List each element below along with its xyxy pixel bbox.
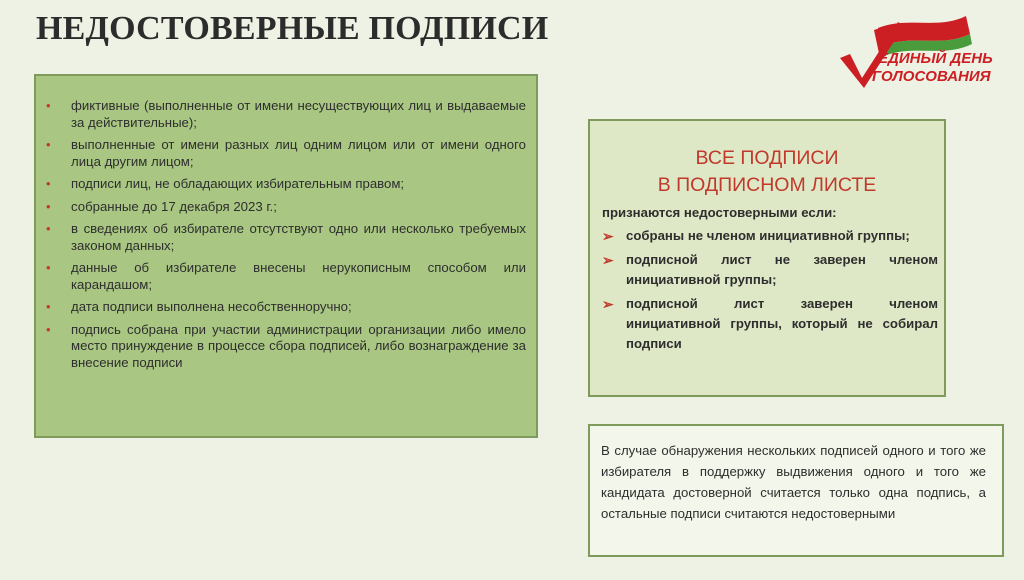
list-item: • выполненные от имени разных лиц одним лицом или от имени одного лица другим лицом;: [46, 137, 526, 169]
list-item: • фиктивные (выполненные от имени несуществующих лиц и выдаваемые за действительные);: [46, 98, 526, 130]
list-item: • дата подписи выполнена несобственноручно;: [46, 299, 352, 314]
list-item: ➢ подписной лист заверен членом инициативной группы, который не собирал подписи: [602, 296, 938, 351]
page-title: НЕДОСТОВЕРНЫЕ ПОДПИСИ: [36, 10, 549, 47]
bullet-icon: •: [46, 299, 51, 314]
arrow-bullet-icon: ➢: [602, 296, 614, 312]
conditions-list: [590, 226, 944, 354]
logo-text-line2: ГОЛОСОВАНИЯ: [872, 68, 991, 85]
panel-subheading: признаются недостоверными если:: [602, 205, 837, 220]
panel-heading: ВСЕ ПОДПИСИ В ПОДПИСНОМ ЛИСТЕ: [657, 147, 877, 196]
bullet-icon: •: [46, 98, 51, 113]
bullet-icon: •: [46, 321, 51, 337]
list-item: • собранные до 17 декабря 2023 г.;: [46, 198, 277, 214]
logo-text-line1: ЕДИНЫЙ ДЕНЬ: [878, 50, 993, 67]
arrow-bullet-icon: ➢: [602, 228, 614, 244]
duplicate-signature-note: [588, 424, 1004, 557]
invalid-signatures-list: [36, 76, 536, 371]
bullet-icon: •: [46, 221, 51, 236]
list-item: ➢ подписной лист не заверен членом инициативной группы;: [602, 252, 938, 287]
list-item: • подписи лиц, не обладающих избирательным правом;: [46, 176, 405, 191]
list-item: • подпись собрана при участии администрации организации либо имело место принуждение в процессе сбора подписей, либо вознаграждение за внесение подписи: [46, 321, 526, 370]
invalid-signatures-list-panel: [34, 74, 538, 438]
bullet-icon: •: [46, 260, 51, 275]
note-text: В случае обнаружения нескольких подписей одного и того же избирателя в поддержку выдвижения одного и того же кандидата достоверной считается только одна подпись, а остальные подписи считаются недостоверными: [601, 443, 986, 521]
bullet-icon: •: [46, 137, 51, 152]
all-signatures-panel: [588, 119, 946, 397]
list-item: • данные об избирателе внесены нерукописным способом или карандашом;: [46, 260, 526, 292]
arrow-bullet-icon: ➢: [602, 252, 614, 268]
list-item: • в сведениях об избирателе отсутствуют одно или несколько требуемых законом данных;: [46, 221, 526, 253]
election-day-logo: [838, 8, 1008, 88]
bullet-icon: •: [46, 198, 51, 214]
list-item: ➢ собраны не членом инициативной группы;: [602, 228, 910, 244]
bullet-icon: •: [46, 176, 51, 191]
